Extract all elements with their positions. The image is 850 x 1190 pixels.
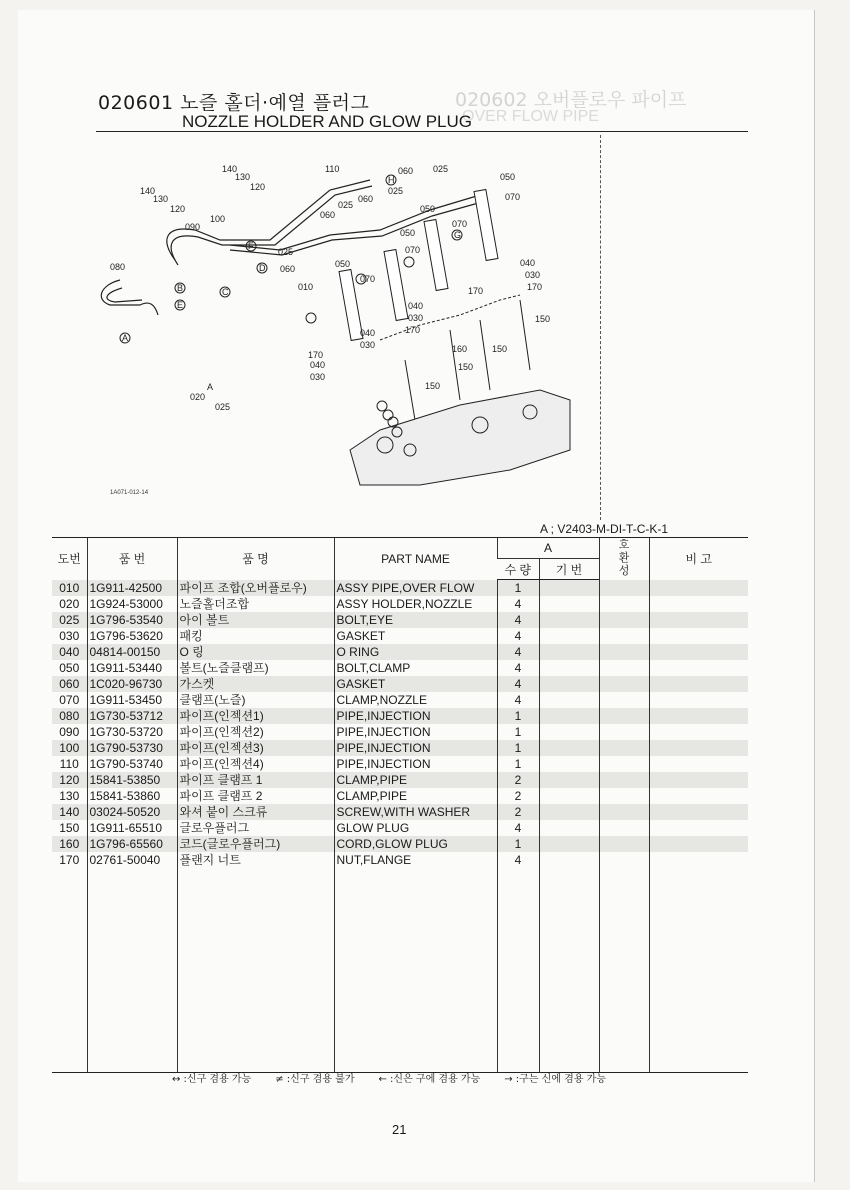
blank-cell — [497, 868, 539, 1073]
cell-qty: 4 — [497, 692, 539, 708]
ghost-title: 020602 오버플로우 파이프 — [455, 89, 687, 111]
cell-qty: 4 — [497, 676, 539, 692]
table-row — [52, 708, 748, 724]
table-row — [52, 724, 748, 740]
label-170-c: 170 — [468, 286, 484, 296]
cell-no: 040 — [52, 644, 87, 660]
label-030-d: 030 — [525, 270, 541, 280]
cell-qty: 1 — [497, 708, 539, 724]
cell-no: 170 — [59, 853, 80, 867]
label-150-d: 150 — [535, 314, 551, 324]
callout-b: B — [177, 283, 184, 293]
cell-base — [539, 628, 599, 644]
table-row — [52, 740, 748, 756]
cell-part-name: SCREW,WITH WASHER — [334, 804, 497, 820]
header-name-kr: 품 명 — [177, 538, 334, 580]
cell-name-kr: 클램프(노즐) — [177, 692, 334, 708]
cell-no: 130 — [59, 789, 80, 803]
callout-e: E — [177, 300, 184, 310]
label-130-right: 130 — [235, 172, 251, 182]
label-140-right: 140 — [222, 164, 238, 174]
label-025-b: 025 — [338, 200, 354, 210]
cell-qty: 4 — [497, 644, 539, 660]
parts-table — [52, 537, 748, 1073]
header-part-name: PART NAME — [334, 538, 497, 580]
cell-base — [539, 676, 599, 692]
cell-part-name: PIPE,INJECTION — [334, 756, 497, 772]
label-070-d: 070 — [505, 192, 521, 202]
cell-base — [539, 804, 599, 820]
column-divider — [600, 135, 601, 520]
table-row — [52, 580, 748, 597]
label-090: 090 — [185, 222, 201, 232]
label-110: 110 — [325, 164, 340, 174]
label-010: 010 — [298, 282, 314, 292]
cell-part-name: PIPE,INJECTION — [334, 724, 497, 740]
cell-no: 025 — [52, 612, 87, 628]
label-120-left: 120 — [170, 204, 186, 214]
cell-compat — [599, 852, 649, 868]
cell-part-no: 02761-50040 — [87, 852, 177, 868]
cell-part-name: PIPE,INJECTION — [334, 708, 497, 724]
table-row — [52, 756, 748, 772]
cell-part-no: 1G924-53000 — [87, 596, 177, 612]
label-050-b: 050 — [400, 228, 416, 238]
cell-compat — [599, 628, 649, 644]
blank-cell — [87, 868, 177, 1073]
header-group-a: A — [497, 538, 599, 559]
label-070-a: 070 — [360, 274, 376, 284]
blank-cell — [52, 868, 87, 1073]
cell-remarks — [649, 820, 748, 836]
cell-qty: 4 — [497, 660, 539, 676]
cell-compat — [599, 644, 649, 660]
label-170-d: 170 — [527, 282, 543, 292]
table-row — [52, 820, 748, 836]
cell-name-kr: 파이프(인젝션4) — [177, 756, 334, 772]
cell-compat — [599, 708, 649, 724]
cell-remarks — [649, 836, 748, 852]
cell-part-no: 1G911-53440 — [87, 660, 177, 676]
header-part-no: 품 번 — [87, 538, 177, 580]
cell-remarks — [649, 596, 748, 612]
cell-name-kr: 아이 볼트 — [177, 612, 334, 628]
callout-h: H — [388, 175, 395, 185]
legend-item: ≠ :신구 겸용 불가 — [275, 1074, 355, 1085]
cell-no: 060 — [52, 676, 87, 692]
label-060-b: 060 — [358, 194, 374, 204]
cell-no: 090 — [59, 725, 80, 739]
cell-part-no: 1C020-96730 — [87, 676, 177, 692]
label-025-bracket: 025 — [215, 402, 231, 412]
label-150-b: 150 — [458, 362, 474, 372]
table-row — [52, 644, 748, 660]
cell-remarks — [649, 756, 748, 772]
page-number: 21 — [392, 1122, 407, 1137]
cell-part-name: NUT,FLANGE — [334, 852, 497, 868]
cell-part-no: 1G911-53450 — [87, 692, 177, 708]
label-170-a: 170 — [308, 350, 324, 360]
cell-compat — [599, 580, 649, 597]
cell-name-kr: 파이프(인젝션1) — [177, 708, 334, 724]
cell-compat — [599, 756, 649, 772]
cell-compat — [599, 820, 649, 836]
table-row — [52, 692, 748, 708]
label-025-d: 025 — [433, 164, 449, 174]
cell-base — [539, 708, 599, 724]
callout-d: D — [259, 263, 266, 273]
cell-part-name: ASSY HOLDER,NOZZLE — [334, 596, 497, 612]
cell-remarks — [649, 804, 748, 820]
cell-qty: 1 — [497, 724, 539, 740]
blank-cell — [599, 868, 649, 1073]
table-row — [52, 628, 748, 644]
cell-compat — [599, 596, 649, 612]
page-subtitle: NOZZLE HOLDER AND GLOW PLUG — [182, 112, 472, 131]
table-row — [52, 596, 748, 612]
cell-compat — [599, 724, 649, 740]
cell-name-kr: 파이프(인젝션2) — [177, 724, 334, 740]
cell-remarks — [649, 676, 748, 692]
cell-no: 120 — [52, 772, 87, 788]
cell-remarks — [649, 772, 748, 788]
cell-qty: 2 — [497, 788, 539, 804]
callout-a: A — [122, 333, 129, 343]
label-150-a: 150 — [425, 381, 441, 391]
label-100: 100 — [210, 214, 226, 224]
cylinder-head — [350, 390, 570, 485]
cell-part-no: 04814-00150 — [87, 644, 177, 660]
cell-qty: 2 — [497, 772, 539, 788]
label-025-a: 025 — [278, 247, 294, 257]
cell-remarks — [649, 724, 748, 740]
cell-qty: 4 — [497, 612, 539, 628]
blank-cell — [334, 868, 497, 1073]
cell-part-no: 15841-53860 — [87, 788, 177, 804]
cell-part-name: CLAMP,NOZZLE — [334, 692, 497, 708]
parts-table-body — [52, 580, 748, 1073]
label-120-right: 120 — [250, 182, 266, 192]
cell-part-name: PIPE,INJECTION — [334, 740, 497, 756]
cell-base — [539, 836, 599, 852]
cell-part-name: GASKET — [334, 628, 497, 644]
cell-part-name: GASKET — [334, 676, 497, 692]
table-row — [52, 804, 748, 820]
label-040-b: 040 — [360, 328, 376, 338]
cell-name-kr: 볼트(노즐클램프) — [177, 660, 334, 676]
bracket-a: A — [207, 382, 214, 392]
label-060-d: 060 — [280, 264, 296, 274]
label-030-b: 030 — [360, 340, 376, 350]
cell-compat — [599, 692, 649, 708]
cell-base — [539, 644, 599, 660]
blank-cell — [539, 868, 599, 1073]
cell-name-kr: O 링 — [177, 644, 334, 660]
label-160: 160 — [452, 344, 468, 354]
cell-no: 160 — [52, 836, 87, 852]
cell-remarks — [649, 580, 748, 597]
label-025-c: 025 — [388, 186, 404, 196]
table-row — [52, 836, 748, 852]
callout-c: C — [222, 287, 229, 297]
cell-base — [539, 772, 599, 788]
label-040-a: 040 — [310, 360, 326, 370]
cell-part-name: BOLT,EYE — [334, 612, 497, 628]
table-row — [52, 676, 748, 692]
cell-part-no: 03024-50520 — [87, 804, 177, 820]
legend-item: ← :신은 구에 겸용 가능 — [378, 1074, 481, 1085]
cell-remarks — [649, 644, 748, 660]
cell-part-name: ASSY PIPE,OVER FLOW — [334, 580, 497, 597]
legend-item: ↔ :신구 겸용 가능 — [172, 1074, 252, 1085]
cell-part-no: 1G730-53720 — [87, 724, 177, 740]
cell-base — [539, 788, 599, 804]
title-underline — [96, 131, 748, 132]
cell-base — [539, 612, 599, 628]
cell-base — [539, 596, 599, 612]
legend-item: → :구는 신에 겸용 가능 — [504, 1074, 606, 1085]
cell-part-name: CLAMP,PIPE — [334, 772, 497, 788]
cell-qty: 2 — [497, 804, 539, 820]
cell-name-kr: 파이프 클램프 1 — [177, 772, 334, 788]
cell-no: 030 — [59, 629, 80, 643]
cell-remarks — [649, 852, 748, 868]
cell-base — [539, 692, 599, 708]
label-060-a: 060 — [320, 210, 336, 220]
cell-part-no: 1G790-53730 — [87, 740, 177, 756]
cell-compat — [599, 772, 649, 788]
cell-remarks — [649, 660, 748, 676]
cell-part-no: 1G911-65510 — [87, 820, 177, 836]
cell-no: 070 — [59, 693, 80, 707]
blank-cell — [649, 868, 748, 1073]
label-070-c: 070 — [452, 219, 468, 229]
cell-part-no: 1G796-65560 — [87, 836, 177, 852]
cell-base — [539, 740, 599, 756]
cell-qty: 1 — [497, 836, 539, 852]
label-140-left: 140 — [140, 186, 156, 196]
cell-part-no: 1G796-53540 — [87, 612, 177, 628]
cell-no: 020 — [59, 597, 80, 611]
label-130-left: 130 — [153, 194, 169, 204]
cell-base — [539, 852, 599, 868]
cell-name-kr: 코드(글로우플러그) — [177, 836, 334, 852]
table-row — [52, 772, 748, 788]
label-040-c: 040 — [408, 301, 424, 311]
cell-part-no: 1G790-53740 — [87, 756, 177, 772]
cell-compat — [599, 804, 649, 820]
cell-name-kr: 노즐홀더조합 — [177, 596, 334, 612]
cell-base — [539, 660, 599, 676]
cell-qty: 4 — [497, 628, 539, 644]
cell-name-kr: 와셔 붙이 스크류 — [177, 804, 334, 820]
cell-qty: 1 — [497, 756, 539, 772]
cell-part-no: 1G796-53620 — [87, 628, 177, 644]
label-060-c: 060 — [398, 166, 414, 176]
label-040-d: 040 — [520, 258, 536, 268]
cell-base — [539, 724, 599, 740]
blank-cell — [177, 868, 334, 1073]
cell-name-kr: 파이프 클램프 2 — [177, 788, 334, 804]
cell-part-name: CORD,GLOW PLUG — [334, 836, 497, 852]
cell-name-kr: 글로우플러그 — [177, 820, 334, 836]
cell-remarks — [649, 788, 748, 804]
cell-no: 140 — [52, 804, 87, 820]
model-label: A ; V2403-M-DI-T-C-K-1 — [540, 522, 669, 536]
header-compat: 호환성 — [599, 538, 649, 580]
cell-remarks — [649, 740, 748, 756]
cell-qty: 4 — [497, 596, 539, 612]
label-170-b: 170 — [405, 325, 421, 335]
label-150-c: 150 — [492, 344, 508, 354]
label-030-a: 030 — [310, 372, 326, 382]
label-080: 080 — [110, 262, 126, 272]
table-row — [52, 612, 748, 628]
cell-no: 100 — [52, 740, 87, 756]
table-row — [52, 660, 748, 676]
label-050-d: 050 — [500, 172, 516, 182]
cell-name-kr: 플랜지 너트 — [177, 852, 334, 868]
cell-part-name: BOLT,CLAMP — [334, 660, 497, 676]
ghost-subtitle: OVER FLOW PIPE — [462, 108, 599, 125]
cell-base — [539, 580, 599, 597]
cell-no: 010 — [52, 580, 87, 597]
cell-qty: 1 — [497, 740, 539, 756]
cell-part-name: O RING — [334, 644, 497, 660]
table-row — [52, 852, 748, 868]
cell-remarks — [649, 692, 748, 708]
header-no: 도번 — [52, 538, 87, 580]
cell-qty: 4 — [497, 820, 539, 836]
header-remarks: 비 고 — [649, 538, 748, 580]
label-020: 020 — [190, 392, 206, 402]
label-050-c: 050 — [420, 204, 436, 214]
diagram-code: 1A071-012-14 — [110, 490, 149, 496]
exploded-parts-diagram — [80, 150, 580, 490]
cell-compat — [599, 836, 649, 852]
cell-compat — [599, 676, 649, 692]
cell-name-kr: 파이프 조합(오버플로우) — [177, 580, 334, 597]
cell-part-name: CLAMP,PIPE — [334, 788, 497, 804]
label-070-b: 070 — [405, 245, 421, 255]
cell-compat — [599, 788, 649, 804]
callout-g: G — [454, 230, 462, 240]
cell-no: 050 — [59, 661, 80, 675]
cell-name-kr: 패킹 — [177, 628, 334, 644]
cell-no: 080 — [52, 708, 87, 724]
cell-no: 150 — [59, 821, 80, 835]
cell-qty: 4 — [497, 852, 539, 868]
cell-name-kr: 파이프(인젝션3) — [177, 740, 334, 756]
cell-compat — [599, 660, 649, 676]
cell-name-kr: 가스켓 — [177, 676, 334, 692]
cell-compat — [599, 740, 649, 756]
cell-part-no: 1G911-42500 — [87, 580, 177, 597]
cell-part-name: GLOW PLUG — [334, 820, 497, 836]
cell-base — [539, 820, 599, 836]
header-qty: 수 량 — [497, 559, 539, 580]
label-050-a: 050 — [335, 259, 351, 269]
cell-compat — [599, 612, 649, 628]
cell-no: 110 — [59, 757, 79, 771]
cell-remarks — [649, 708, 748, 724]
cell-remarks — [649, 612, 748, 628]
cell-part-no: 1G730-53712 — [87, 708, 177, 724]
cell-qty: 1 — [497, 580, 539, 597]
compatibility-legend — [172, 1070, 606, 1085]
cell-base — [539, 756, 599, 772]
label-030-c: 030 — [408, 313, 424, 323]
table-blank-area — [52, 868, 748, 1073]
header-base: 기 번 — [539, 559, 599, 580]
page-title: 020601 노즐 홀더·예열 플러그 — [98, 92, 370, 114]
cell-remarks — [649, 628, 748, 644]
callout-f: F — [248, 241, 254, 251]
table-row — [52, 788, 748, 804]
cell-part-no: 15841-53850 — [87, 772, 177, 788]
